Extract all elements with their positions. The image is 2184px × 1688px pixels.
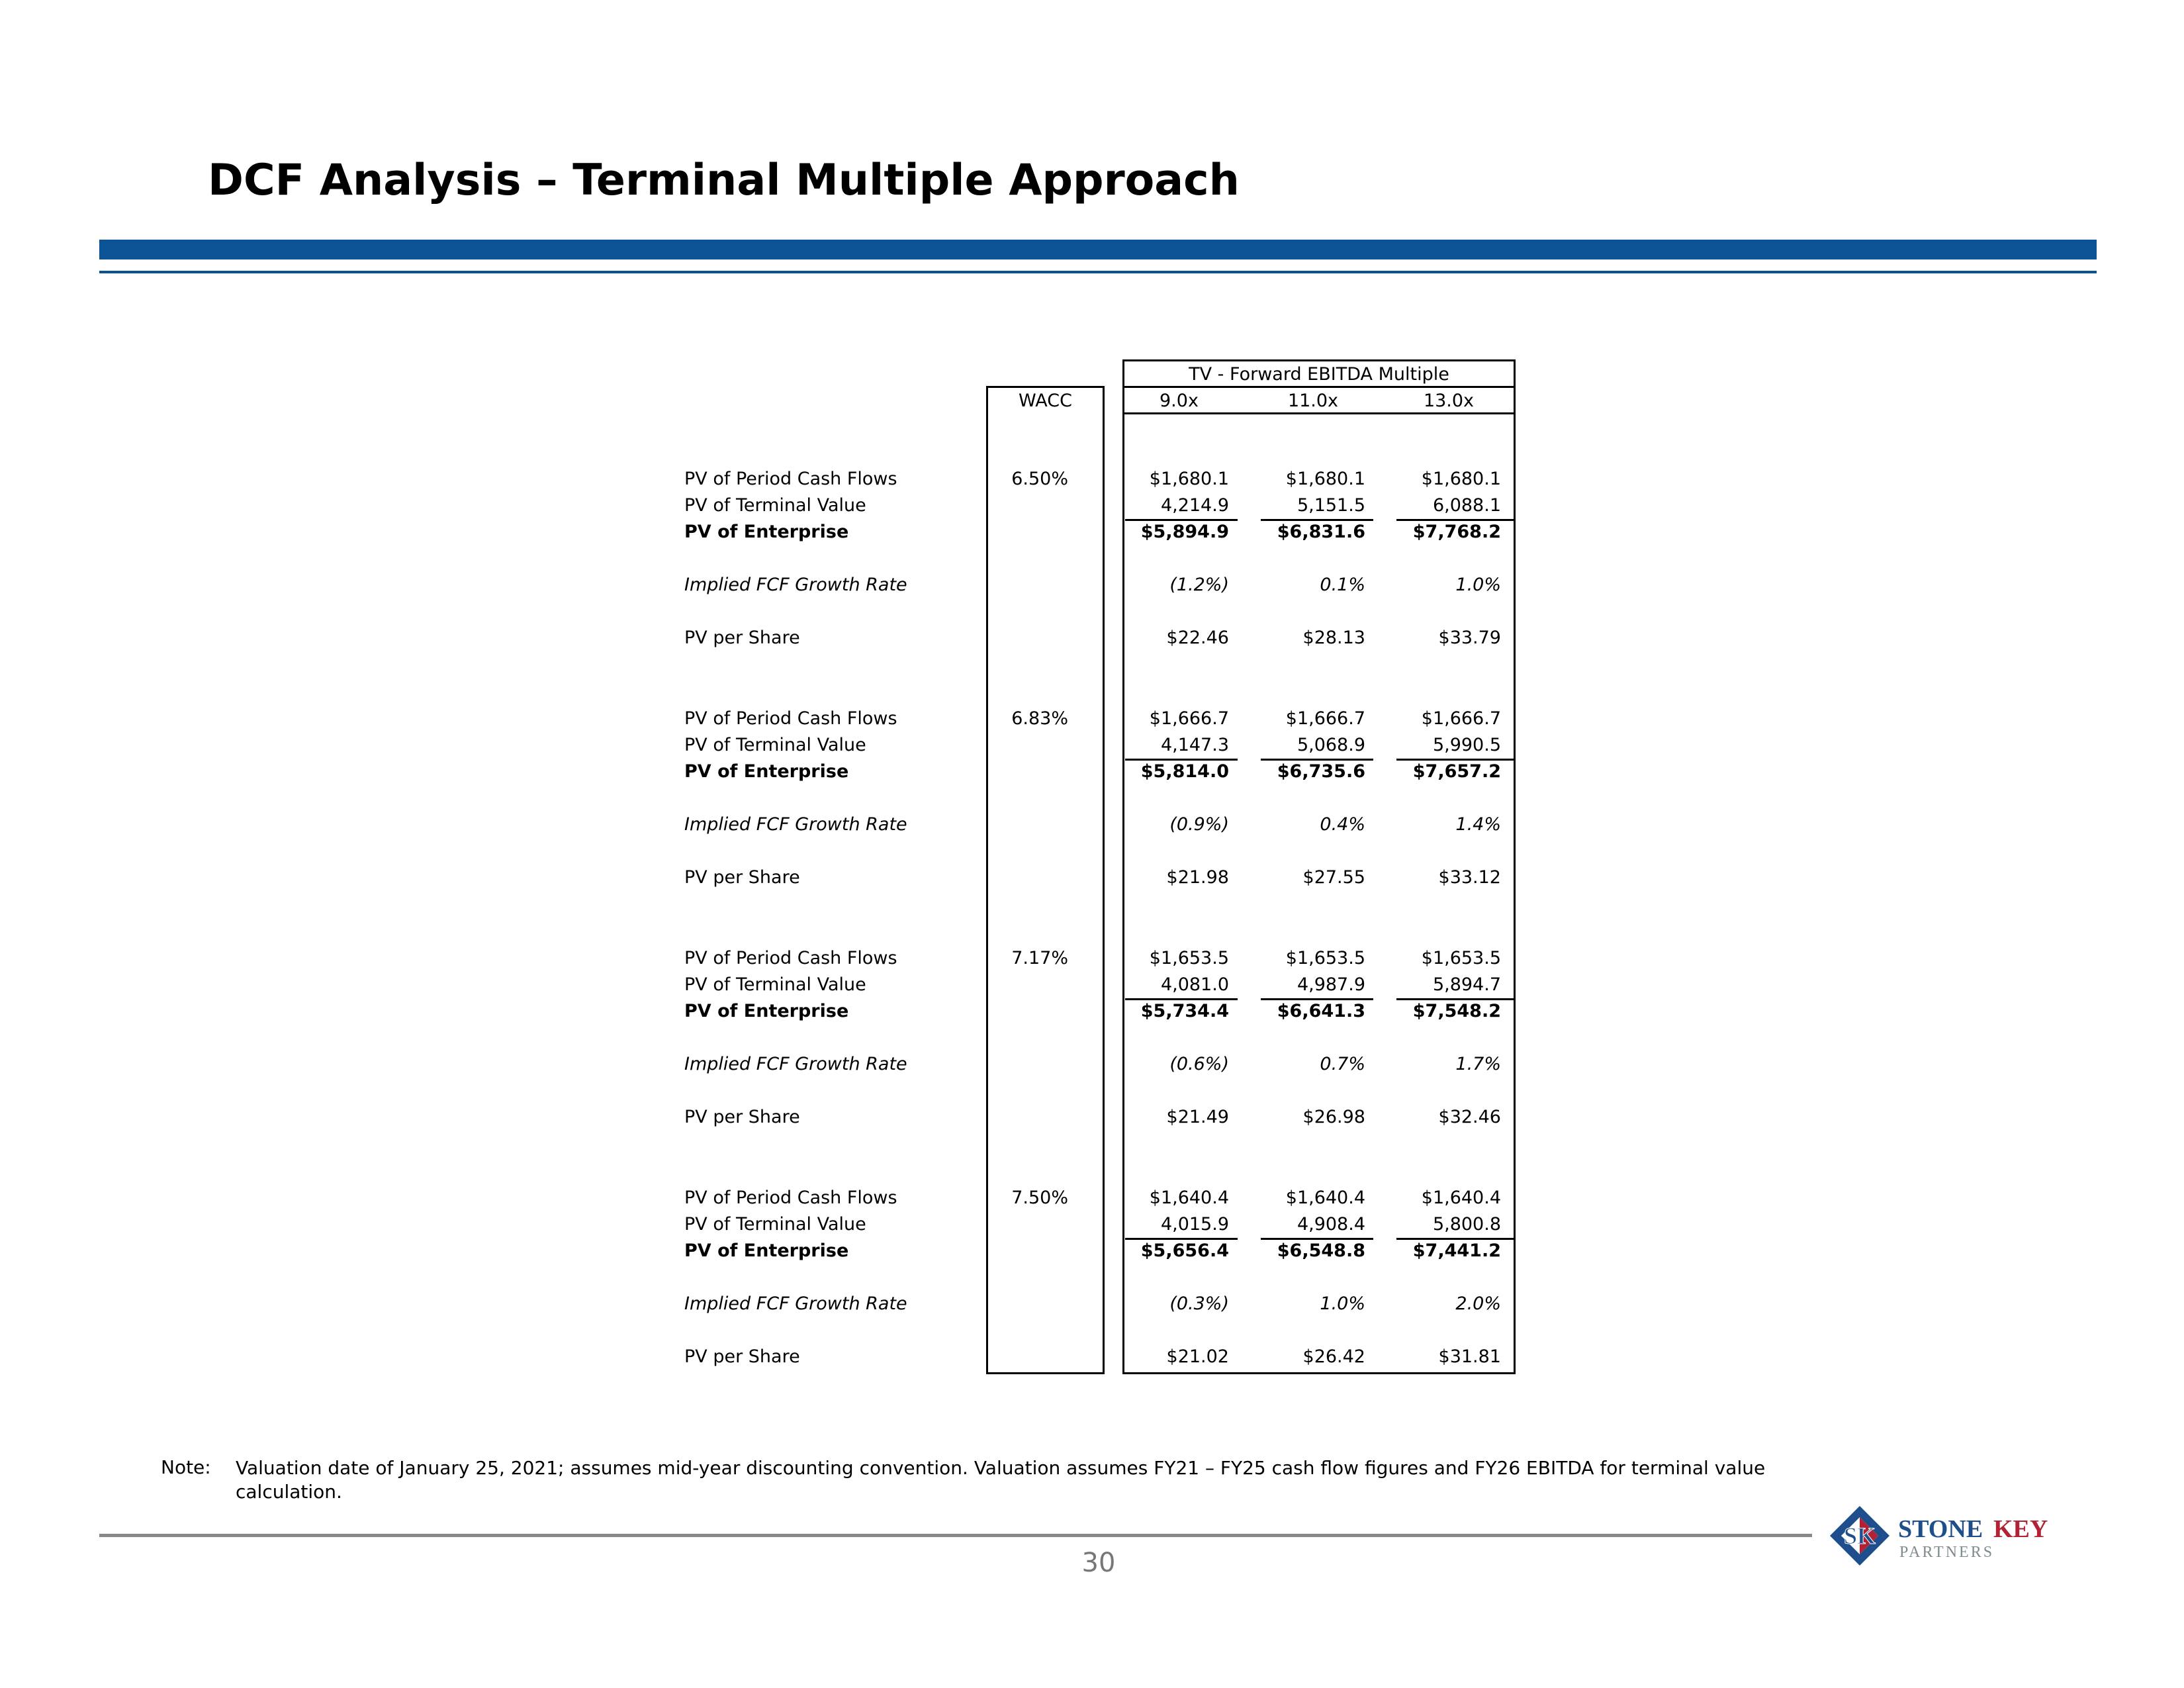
header-bottom-rule — [1122, 412, 1516, 414]
pv-terminal-value-value: 4,987.9 — [1297, 974, 1365, 995]
pv-per-share-value: $28.13 — [1302, 628, 1365, 648]
pv-enterprise-value: $6,548.8 — [1277, 1241, 1365, 1261]
subtotal-rule — [1261, 759, 1373, 761]
logo-monogram: SK — [1843, 1523, 1876, 1549]
subtotal-rule — [1396, 1238, 1516, 1240]
implied-fcf-growth-value: 1.0% — [1320, 1293, 1365, 1314]
pv-terminal-value-value: 4,015.9 — [1160, 1214, 1229, 1235]
subtotal-rule — [1261, 1238, 1373, 1240]
wacc-header: WACC — [1019, 391, 1072, 411]
pv-period-cash-flows-value: $1,653.5 — [1285, 948, 1365, 968]
pv-period-cash-flows-value: $1,653.5 — [1421, 948, 1501, 968]
subtotal-rule — [1125, 519, 1238, 521]
wacc-value: 7.17% — [1011, 948, 1068, 968]
wacc-value: 6.50% — [1011, 469, 1068, 489]
page-number: 30 — [1081, 1548, 1116, 1578]
pv-period-cash-flows-value: $1,666.7 — [1149, 708, 1229, 729]
page-title: DCF Analysis – Terminal Multiple Approach — [208, 156, 1240, 205]
logo-word-key: KEY — [1993, 1515, 2048, 1543]
pv-enterprise-value: $7,768.2 — [1412, 522, 1501, 542]
implied-fcf-growth-value: (0.3%) — [1169, 1293, 1229, 1314]
implied-fcf-growth-value: (0.9%) — [1169, 814, 1229, 835]
pv-period-cash-flows-value: $1,666.7 — [1285, 708, 1365, 729]
pv-enterprise-value: $7,441.2 — [1412, 1241, 1501, 1261]
pv-terminal-value-value: 4,908.4 — [1297, 1214, 1365, 1235]
pv-per-share-value: $22.46 — [1166, 628, 1229, 648]
pv-per-share-value: $21.49 — [1166, 1107, 1229, 1127]
implied-fcf-growth-label: Implied FCF Growth Rate — [684, 1054, 907, 1074]
pv-terminal-value-value: 5,151.5 — [1297, 495, 1365, 516]
pv-enterprise-value: $7,548.2 — [1412, 1001, 1501, 1021]
pv-terminal-value-value: 5,990.5 — [1432, 735, 1501, 755]
stone-key-partners-logo — [1827, 1503, 2078, 1569]
pv-period-cash-flows-label: PV of Period Cash Flows — [684, 1188, 897, 1208]
pv-period-cash-flows-value: $1,653.5 — [1149, 948, 1229, 968]
subtotal-rule — [1261, 519, 1373, 521]
pv-enterprise-label: PV of Enterprise — [684, 1241, 849, 1261]
pv-period-cash-flows-value: $1,640.4 — [1149, 1188, 1229, 1208]
logo-word-partners: PARTNERS — [1899, 1544, 1995, 1561]
implied-fcf-growth-label: Implied FCF Growth Rate — [684, 1293, 907, 1314]
pv-terminal-value-label: PV of Terminal Value — [684, 1214, 866, 1235]
pv-period-cash-flows-label: PV of Period Cash Flows — [684, 948, 897, 968]
pv-terminal-value-value: 5,068.9 — [1297, 735, 1365, 755]
pv-terminal-value-value: 5,894.7 — [1432, 974, 1501, 995]
footer-rule — [99, 1534, 1812, 1537]
implied-fcf-growth-value: 1.4% — [1455, 814, 1501, 835]
pv-terminal-value-value: 5,800.8 — [1432, 1214, 1501, 1235]
pv-per-share-value: $33.12 — [1438, 867, 1501, 888]
pv-per-share-value: $26.98 — [1302, 1107, 1365, 1127]
pv-per-share-value: $27.55 — [1302, 867, 1365, 888]
implied-fcf-growth-value: (0.6%) — [1169, 1054, 1229, 1074]
pv-per-share-value: $21.98 — [1166, 867, 1229, 888]
pv-enterprise-label: PV of Enterprise — [684, 522, 849, 542]
pv-per-share-value: $26.42 — [1302, 1346, 1365, 1367]
logo-word-stone: STONE — [1898, 1515, 1983, 1543]
subtotal-rule — [1125, 998, 1238, 1000]
pv-terminal-value-value: 4,214.9 — [1160, 495, 1229, 516]
implied-fcf-growth-value: (1.2%) — [1169, 575, 1229, 595]
pv-enterprise-value: $5,734.4 — [1140, 1001, 1229, 1021]
note-label: Note: — [161, 1456, 211, 1478]
pv-per-share-label: PV per Share — [684, 628, 800, 648]
pv-per-share-label: PV per Share — [684, 867, 800, 888]
pv-terminal-value-value: 6,088.1 — [1432, 495, 1501, 516]
multiple-header-1: 9.0x — [1160, 391, 1199, 411]
note-text: Valuation date of January 25, 2021; assumes mid-year discounting convention. Valuation assumes FY21 – FY25 cash flow figures and FY26 EBITDA for terminal value calculation. — [236, 1457, 1766, 1503]
pv-per-share-value: $21.02 — [1166, 1346, 1229, 1367]
pv-period-cash-flows-label: PV of Period Cash Flows — [684, 708, 897, 729]
pv-per-share-value: $32.46 — [1438, 1107, 1501, 1127]
pv-enterprise-value: $6,641.3 — [1277, 1001, 1365, 1021]
title-rule-thick — [99, 240, 2097, 259]
subtotal-rule — [1125, 1238, 1238, 1240]
pv-terminal-value-label: PV of Terminal Value — [684, 495, 866, 516]
pv-period-cash-flows-value: $1,640.4 — [1421, 1188, 1501, 1208]
pv-enterprise-value: $7,657.2 — [1412, 761, 1501, 782]
pv-enterprise-value: $5,814.0 — [1140, 761, 1229, 782]
pv-per-share-label: PV per Share — [684, 1107, 800, 1127]
wacc-column-box — [986, 386, 1105, 1374]
pv-per-share-value: $31.81 — [1438, 1346, 1501, 1367]
implied-fcf-growth-value: 2.0% — [1455, 1293, 1501, 1314]
pv-period-cash-flows-value: $1,680.1 — [1421, 469, 1501, 489]
pv-enterprise-label: PV of Enterprise — [684, 1001, 849, 1021]
implied-fcf-growth-value: 1.7% — [1455, 1054, 1501, 1074]
implied-fcf-growth-label: Implied FCF Growth Rate — [684, 575, 907, 595]
subtotal-rule — [1125, 759, 1238, 761]
subtotal-rule — [1396, 519, 1516, 521]
pv-period-cash-flows-value: $1,666.7 — [1421, 708, 1501, 729]
multiple-group-header: TV - Forward EBITDA Multiple — [1189, 364, 1449, 385]
pv-terminal-value-value: 4,147.3 — [1160, 735, 1229, 755]
implied-fcf-growth-value: 0.1% — [1320, 575, 1365, 595]
pv-enterprise-label: PV of Enterprise — [684, 761, 849, 782]
multiple-header-3: 13.0x — [1423, 391, 1475, 411]
pv-terminal-value-label: PV of Terminal Value — [684, 735, 866, 755]
pv-per-share-value: $33.79 — [1438, 628, 1501, 648]
subtotal-rule — [1396, 759, 1516, 761]
title-rule-thin — [99, 271, 2097, 273]
pv-period-cash-flows-value: $1,680.1 — [1149, 469, 1229, 489]
pv-period-cash-flows-value: $1,680.1 — [1285, 469, 1365, 489]
pv-terminal-value-value: 4,081.0 — [1160, 974, 1229, 995]
implied-fcf-growth-label: Implied FCF Growth Rate — [684, 814, 907, 835]
pv-terminal-value-label: PV of Terminal Value — [684, 974, 866, 995]
implied-fcf-growth-value: 1.0% — [1455, 575, 1501, 595]
wacc-value: 7.50% — [1011, 1188, 1068, 1208]
pv-enterprise-value: $5,656.4 — [1140, 1241, 1229, 1261]
wacc-value: 6.83% — [1011, 708, 1068, 729]
header-divider — [1122, 386, 1516, 388]
subtotal-rule — [1261, 998, 1373, 1000]
implied-fcf-growth-value: 0.7% — [1320, 1054, 1365, 1074]
pv-period-cash-flows-value: $1,640.4 — [1285, 1188, 1365, 1208]
pv-enterprise-value: $6,735.6 — [1277, 761, 1365, 782]
pv-enterprise-value: $6,831.6 — [1277, 522, 1365, 542]
pv-period-cash-flows-label: PV of Period Cash Flows — [684, 469, 897, 489]
pv-enterprise-value: $5,894.9 — [1140, 522, 1229, 542]
subtotal-rule — [1396, 998, 1516, 1000]
pv-per-share-label: PV per Share — [684, 1346, 800, 1367]
implied-fcf-growth-value: 0.4% — [1320, 814, 1365, 835]
multiple-header-2: 11.0x — [1287, 391, 1339, 411]
